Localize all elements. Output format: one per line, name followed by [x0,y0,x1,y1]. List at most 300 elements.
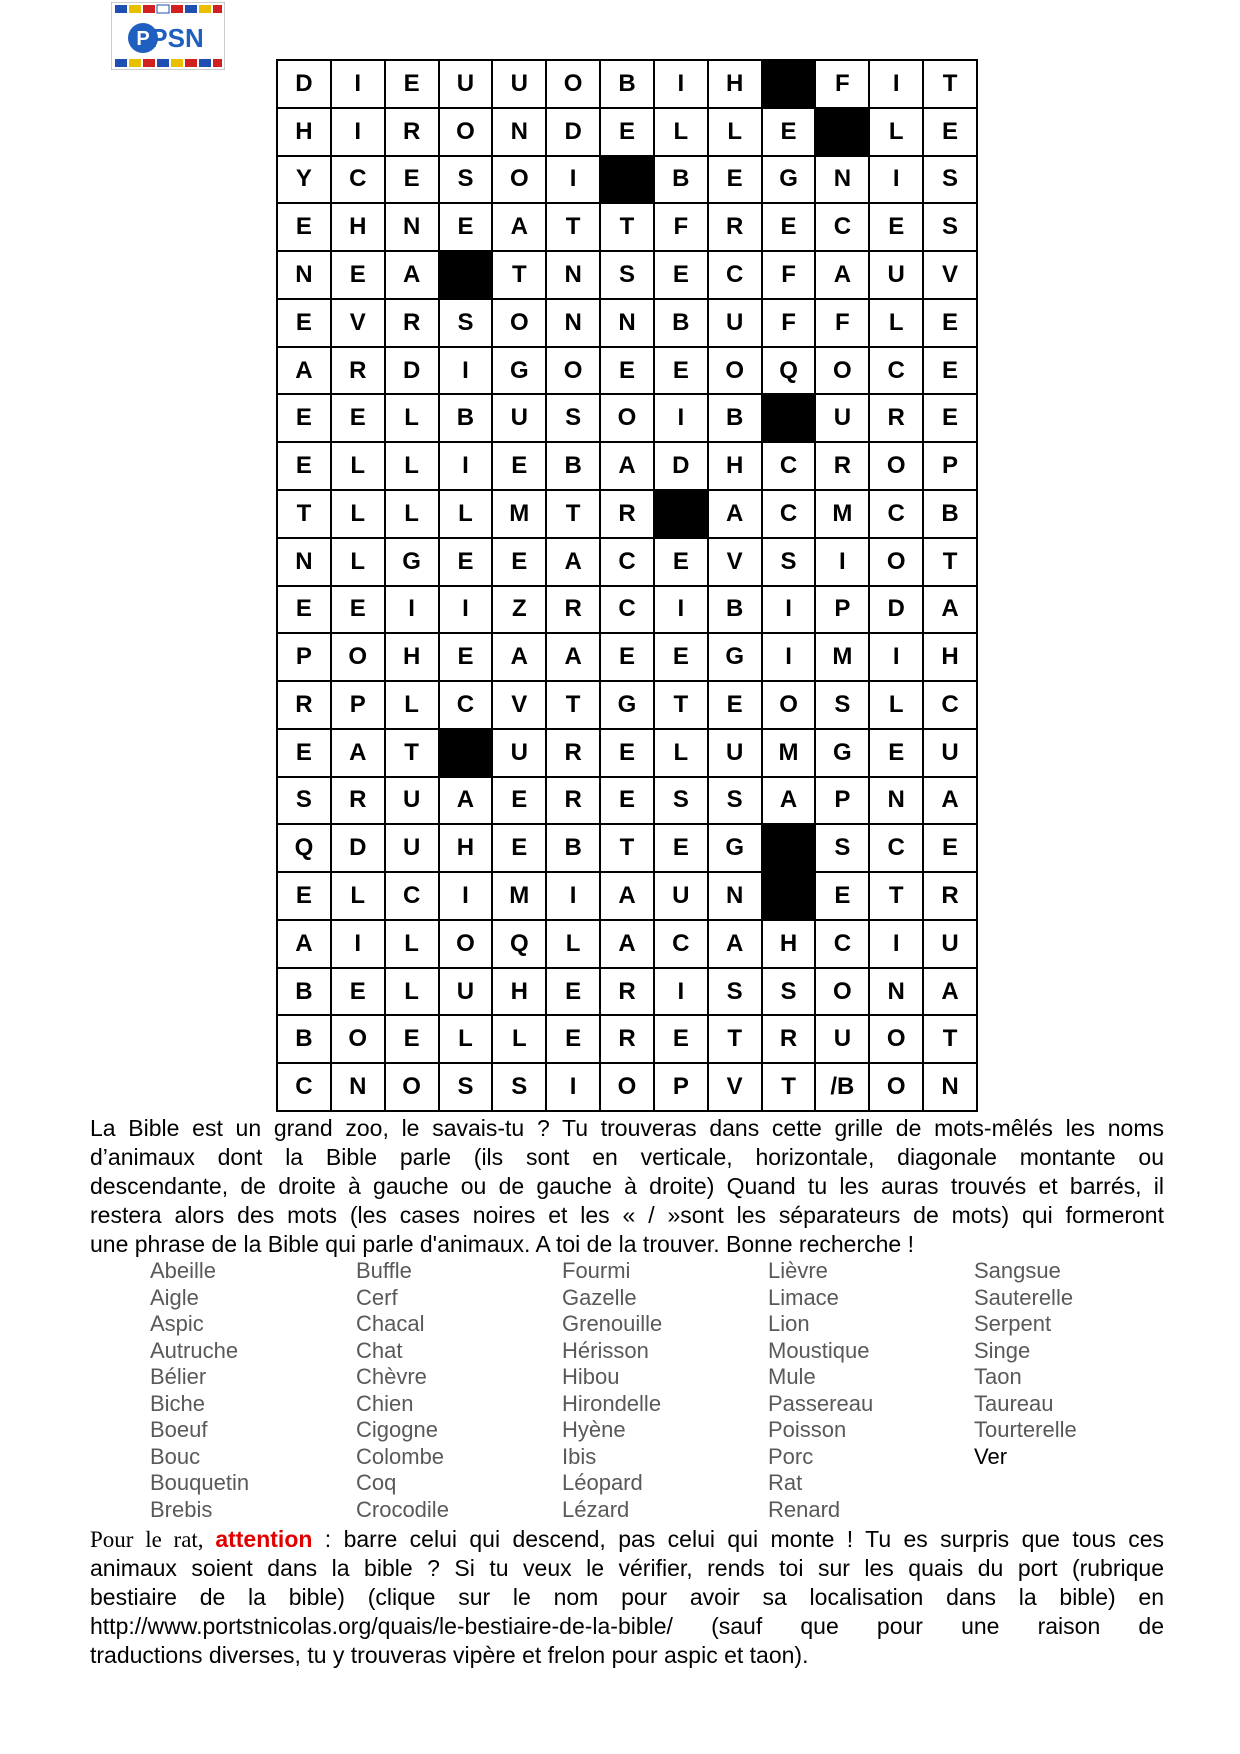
grid-cell: A [547,539,601,587]
grid-cell: L [870,300,924,348]
grid-cell: E [493,778,547,826]
grid-cell: E [601,109,655,157]
grid-cell: I [386,587,440,635]
grid-cell: B [655,300,709,348]
grid-cell: O [870,443,924,491]
grid-cell: E [601,778,655,826]
grid-cell: E [655,348,709,396]
animal-word: Mule [768,1364,816,1389]
grid-cell: M [493,873,547,921]
grid-cell: L [440,1016,494,1064]
animal-word: Léopard [562,1470,643,1495]
black-separator-cell [763,61,817,109]
grid-cell: I [440,587,494,635]
grid-cell: E [440,204,494,252]
grid-cell: O [493,300,547,348]
grid-cell: I [655,969,709,1017]
grid-cell: N [709,873,763,921]
animal-word: Autruche [150,1337,239,1363]
grid-cell: E [332,969,386,1017]
black-separator-cell [655,491,709,539]
grid-cell: E [763,204,817,252]
grid-cell: B [709,587,763,635]
grid-cell: I [547,157,601,205]
grid-cell: M [763,730,817,778]
grid-cell: S [493,1064,547,1112]
grid-cell: E [278,395,332,443]
grid-cell: E [924,109,978,157]
animal-word: Lézard [562,1496,630,1522]
grid-cell: R [870,395,924,443]
grid-cell: A [601,921,655,969]
grid-cell: N [547,252,601,300]
grid-cell: C [763,443,817,491]
animal-word: Limace [768,1284,839,1310]
grid-cell: A [924,969,978,1017]
grid-cell: I [763,634,817,682]
animal-word: Hibou [562,1364,620,1389]
grid-cell: B [924,491,978,539]
grid-cell: L [332,443,386,491]
black-separator-cell [816,109,870,157]
psn-logo [111,2,225,70]
animal-word: Rat [768,1470,803,1495]
grid-cell: I [440,348,494,396]
note-lead: Pour le rat, [90,1527,216,1552]
grid-cell: T [386,730,440,778]
grid-cell: A [493,204,547,252]
note-url-line: http://www.portstnicolas.org/quais/le-bestiaire-de-la-bible/ (sauf que pour une raison de [90,1613,1164,1639]
animal-word: Boeuf [150,1417,208,1442]
grid-cell: V [709,1064,763,1112]
grid-cell: S [440,157,494,205]
grid-cell: S [440,1064,494,1112]
grid-cell: C [763,491,817,539]
grid-cell: E [493,443,547,491]
svg-text:PSN: PSN [150,23,204,53]
grid-cell: F [763,300,817,348]
word-column [974,1258,1180,1523]
grid-cell: G [763,157,817,205]
animal-word: Grenouille [562,1311,663,1336]
grid-cell: C [816,921,870,969]
grid-cell: M [816,634,870,682]
grid-cell: E [386,157,440,205]
word-search-grid [276,59,978,1112]
grid-cell: U [493,395,547,443]
grid-cell: R [601,491,655,539]
grid-cell: E [386,1016,440,1064]
animal-word: Ibis [562,1443,597,1469]
grid-cell: N [601,300,655,348]
animal-word: Hérisson [562,1337,649,1363]
animal-word: Chien [356,1390,414,1416]
grid-cell: A [493,634,547,682]
grid-cell: P [332,682,386,730]
grid-cell: E [924,825,978,873]
grid-cell: E [870,204,924,252]
grid-cell: T [601,825,655,873]
note-paragraph [90,1525,1164,1670]
grid-cell: Q [278,825,332,873]
grid-cell: C [816,204,870,252]
grid-cell: S [763,539,817,587]
grid-cell: S [440,300,494,348]
grid-cell: H [278,109,332,157]
grid-cell: O [332,1016,386,1064]
animal-word: Coq [356,1470,397,1495]
grid-cell: H [924,634,978,682]
grid-cell: H [709,443,763,491]
grid-cell: I [655,395,709,443]
grid-cell: A [386,252,440,300]
grid-cell: E [655,252,709,300]
grid-cell: R [547,587,601,635]
grid-cell: N [493,109,547,157]
grid-cell: E [655,539,709,587]
grid-cell: C [924,682,978,730]
grid-cell: E [924,300,978,348]
grid-cell: P [816,587,870,635]
grid-cell: R [547,730,601,778]
animal-word: Buffle [356,1258,412,1283]
animal-word: Crocodile [356,1496,449,1522]
grid-cell: E [655,634,709,682]
grid-cell: L [386,682,440,730]
grid-cell: T [547,682,601,730]
grid-cell: C [332,157,386,205]
grid-cell: E [870,730,924,778]
grid-cell: I [440,443,494,491]
grid-cell: L [332,873,386,921]
grid-cell: O [493,157,547,205]
grid-cell: C [601,587,655,635]
grid-cell: S [816,682,870,730]
grid-cell: H [493,969,547,1017]
grid-cell: O [440,109,494,157]
grid-cell: O [547,348,601,396]
black-separator-cell [763,395,817,443]
intro-line: restera alors des mots (les cases noires et les « / »sont les séparateurs de mots) qui formeront [90,1202,1164,1228]
grid-cell: D [332,825,386,873]
grid-cell: V [332,300,386,348]
grid-cell: I [655,61,709,109]
grid-cell: L [870,682,924,730]
grid-cell: I [870,634,924,682]
grid-cell: O [601,1064,655,1112]
animal-word: Sauterelle [974,1284,1074,1310]
grid-cell: C [601,539,655,587]
grid-cell: U [924,921,978,969]
grid-cell: U [816,1016,870,1064]
grid-cell: N [278,252,332,300]
grid-cell: O [816,348,870,396]
grid-cell: U [709,730,763,778]
grid-cell: U [870,252,924,300]
grid-cell: A [763,778,817,826]
animal-word: Brebis [150,1496,213,1522]
word-column [562,1258,768,1523]
grid-cell: O [763,682,817,730]
grid-cell: D [870,587,924,635]
grid-cell: A [924,778,978,826]
animal-word: Tourterelle [974,1417,1077,1442]
grid-cell: A [332,730,386,778]
animal-word: Aigle [150,1284,199,1310]
grid-cell: R [709,204,763,252]
animal-word: Bouc [150,1443,201,1469]
grid-cell: S [655,778,709,826]
animal-word: Bélier [150,1364,207,1389]
grid-cell: T [547,491,601,539]
black-separator-cell [763,873,817,921]
grid-cell: P [816,778,870,826]
grid-cell: I [763,587,817,635]
grid-cell: I [332,61,386,109]
grid-cell: E [547,969,601,1017]
black-separator-cell [601,157,655,205]
grid-cell: L [870,109,924,157]
grid-cell: G [493,348,547,396]
grid-cell: C [709,252,763,300]
grid-cell: B [547,443,601,491]
grid-cell: I [332,109,386,157]
grid-cell: T [763,1064,817,1112]
grid-cell: M [493,491,547,539]
grid-cell: O [816,969,870,1017]
grid-cell: G [386,539,440,587]
note-line: traductions diverses, tu y trouveras vipère et frelon pour aspic et taon). [90,1642,809,1668]
grid-cell: T [870,873,924,921]
svg-text:P: P [136,28,150,50]
grid-cell: A [278,348,332,396]
grid-cell: E [278,730,332,778]
animal-word: Fourmi [562,1258,631,1283]
grid-cell: O [386,1064,440,1112]
grid-cell: B [547,825,601,873]
intro-line: une phrase de la Bible qui parle d'animaux. A toi de la trouver. Bonne recherche ! [90,1231,914,1257]
grid-cell: N [278,539,332,587]
animal-word: Lion [768,1311,810,1336]
grid-cell: A [816,252,870,300]
grid-cell: U [440,969,494,1017]
attention-word: attention [215,1526,313,1552]
grid-cell: /B [816,1064,870,1112]
grid-cell: Q [493,921,547,969]
grid-cell: E [332,395,386,443]
animal-word-list [150,1258,1180,1523]
animal-word: Singe [974,1337,1031,1363]
grid-cell: D [547,109,601,157]
grid-cell: Z [493,587,547,635]
grid-cell: Y [278,157,332,205]
grid-cell: U [386,825,440,873]
grid-cell: R [386,109,440,157]
grid-cell: V [493,682,547,730]
grid-cell: U [386,778,440,826]
word-column [356,1258,562,1523]
grid-cell: D [655,443,709,491]
grid-cell: E [278,587,332,635]
grid-cell: L [547,921,601,969]
grid-cell: G [709,634,763,682]
grid-cell: C [386,873,440,921]
black-separator-cell [763,825,817,873]
grid-cell: P [655,1064,709,1112]
grid-cell: L [386,921,440,969]
grid-cell: I [547,873,601,921]
black-separator-cell [440,730,494,778]
grid-cell: L [709,109,763,157]
grid-cell: U [493,730,547,778]
grid-cell: L [655,730,709,778]
grid-cell: S [547,395,601,443]
grid-cell: C [440,682,494,730]
grid-cell: B [655,157,709,205]
grid-cell: B [601,61,655,109]
grid-cell: R [601,1016,655,1064]
animal-word: Chat [356,1337,403,1363]
grid-cell: E [601,634,655,682]
animal-word: Passereau [768,1390,874,1416]
animal-word: Abeille [150,1258,217,1283]
grid-cell: T [655,682,709,730]
grid-cell: A [601,443,655,491]
grid-cell: R [386,300,440,348]
grid-cell: E [493,825,547,873]
grid-cell: P [924,443,978,491]
grid-cell: F [655,204,709,252]
grid-cell: R [332,778,386,826]
grid-cell: E [278,873,332,921]
grid-cell: T [924,61,978,109]
grid-cell: N [386,204,440,252]
grid-cell: E [278,443,332,491]
animal-word: Gazelle [562,1284,637,1310]
grid-cell: N [924,1064,978,1112]
grid-cell: A [440,778,494,826]
grid-cell: N [332,1064,386,1112]
grid-cell: F [816,300,870,348]
grid-cell: L [386,969,440,1017]
grid-cell: A [547,634,601,682]
animal-word: Hirondelle [562,1390,662,1416]
intro-line: d’animaux dont la Bible parle (ils sont en verticale, horizontale, diagonale montante ou [90,1144,1164,1170]
grid-cell: E [332,252,386,300]
animal-word: Ver [974,1443,1008,1469]
grid-cell: T [924,539,978,587]
grid-cell: C [278,1064,332,1112]
grid-cell: U [655,873,709,921]
animal-word: Biche [150,1390,206,1416]
grid-cell: R [601,969,655,1017]
animal-word: Renard [768,1496,841,1522]
grid-cell: E [601,730,655,778]
grid-cell: A [278,921,332,969]
animal-word: Chacal [356,1311,425,1336]
word-column [150,1258,356,1523]
grid-cell: U [924,730,978,778]
grid-cell: E [816,873,870,921]
grid-cell: D [386,348,440,396]
animal-word: Taureau [974,1390,1054,1416]
grid-cell: I [870,61,924,109]
grid-cell: B [278,1016,332,1064]
grid-cell: O [440,921,494,969]
animal-word: Moustique [768,1337,870,1363]
animal-word: Poisson [768,1417,847,1442]
grid-cell: H [709,61,763,109]
grid-cell: G [709,825,763,873]
grid-cell: U [493,61,547,109]
grid-cell: E [278,300,332,348]
grid-cell: O [870,1016,924,1064]
note-line-1-rest: : barre celui qui descend, pas celui qui monte ! Tu es surpris que tous ces [312,1526,1164,1552]
grid-cell: E [924,348,978,396]
grid-cell: R [816,443,870,491]
grid-cell: E [655,825,709,873]
grid-cell: O [870,1064,924,1112]
grid-cell: U [709,300,763,348]
animal-word: Aspic [150,1311,204,1336]
grid-cell: T [924,1016,978,1064]
grid-cell: R [763,1016,817,1064]
intro-line: La Bible est un grand zoo, le savais-tu ? Tu trouveras dans cette grille de mots-mêlés les noms [90,1115,1164,1141]
grid-cell: C [870,825,924,873]
grid-cell: E [709,682,763,730]
grid-cell: N [547,300,601,348]
grid-cell: E [709,157,763,205]
grid-cell: R [547,778,601,826]
grid-cell: B [440,395,494,443]
animal-word: Bouquetin [150,1470,250,1495]
grid-cell: U [440,61,494,109]
grid-cell: T [547,204,601,252]
grid-cell: E [440,634,494,682]
grid-cell: A [601,873,655,921]
grid-cell: R [278,682,332,730]
grid-cell: E [601,348,655,396]
grid-cell: T [601,204,655,252]
intro-paragraph [90,1114,1164,1259]
grid-cell: E [386,61,440,109]
grid-cell: C [870,348,924,396]
grid-cell: S [763,969,817,1017]
grid-cell: A [709,921,763,969]
grid-cell: S [709,778,763,826]
grid-cell: G [601,682,655,730]
grid-cell: F [763,252,817,300]
grid-cell: R [332,348,386,396]
grid-cell: T [278,491,332,539]
grid-cell: T [709,1016,763,1064]
animal-word: Hyène [562,1417,626,1442]
grid-cell: O [709,348,763,396]
grid-cell: L [440,491,494,539]
grid-cell: I [332,921,386,969]
grid-cell: L [386,491,440,539]
grid-cell: E [332,587,386,635]
grid-cell: L [655,109,709,157]
grid-cell: C [870,491,924,539]
grid-cell: B [709,395,763,443]
grid-cell: B [278,969,332,1017]
grid-cell: E [278,204,332,252]
grid-cell: E [763,109,817,157]
black-separator-cell [440,252,494,300]
grid-cell: I [870,921,924,969]
grid-cell: L [332,539,386,587]
